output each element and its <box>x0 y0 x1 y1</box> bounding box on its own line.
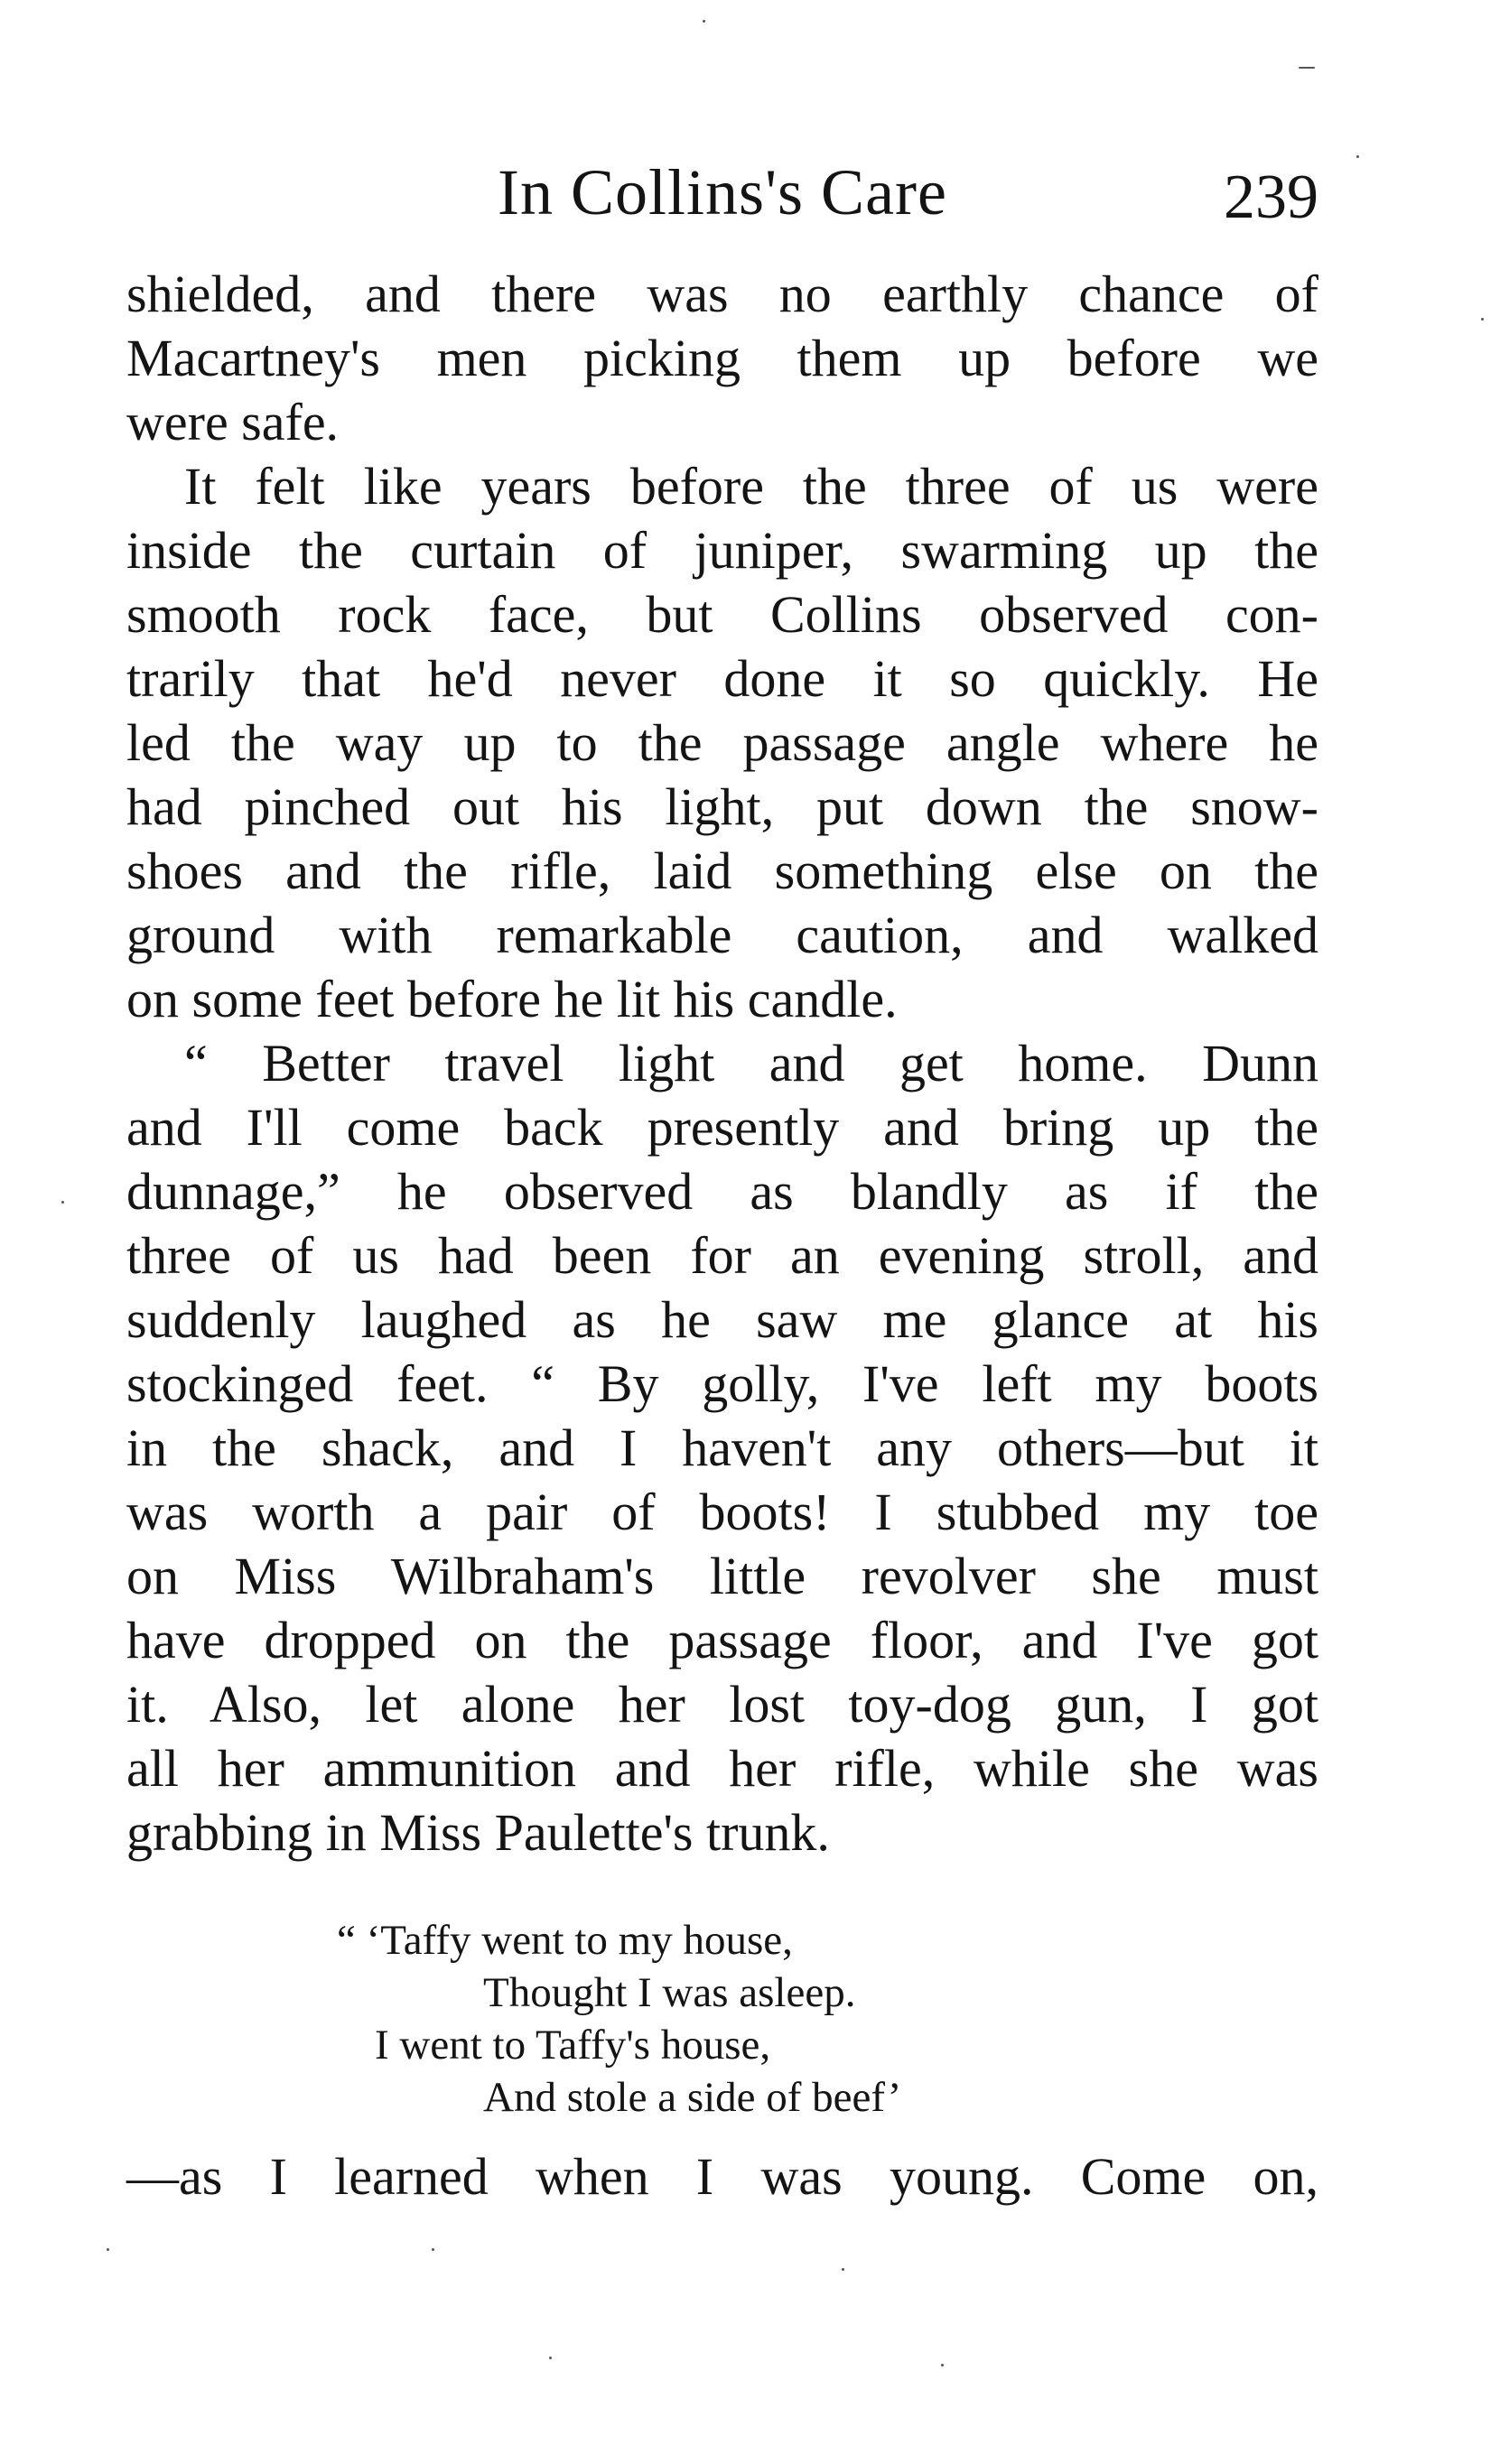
scan-speck <box>107 2248 109 2251</box>
text-line: and I'll come back presently and bring up the <box>126 1098 1318 1157</box>
text-line: “ Better travel light and get home. Dunn <box>184 1034 1318 1093</box>
verse-line: Thought I was asleep. <box>483 1969 856 2016</box>
scan-speck <box>941 2364 944 2366</box>
verse-line: I went to Taffy's house, <box>375 2022 771 2069</box>
text-line: it. Also, let alone her lost toy-dog gun, I got <box>126 1675 1318 1734</box>
scan-speck <box>432 2248 434 2251</box>
scan-speck <box>1356 155 1359 158</box>
page-number: 239 <box>1224 163 1318 232</box>
verse-line: “ ‘Taffy went to my house, <box>337 1917 793 1964</box>
verse-line: And stole a side of beef’ <box>483 2074 902 2121</box>
text-line: were safe. <box>126 393 340 451</box>
text-line: shielded, and there was no earthly chance of <box>126 265 1318 323</box>
text-line: have dropped on the passage floor, and I've got <box>126 1611 1318 1669</box>
text-line: ground with remarkable caution, and walked <box>126 906 1318 964</box>
text-line: led the way up to the passage angle where he <box>126 713 1318 772</box>
text-line: all her ammunition and her rifle, while she was <box>126 1739 1318 1798</box>
text-line: stockinged feet. “ By golly, I've left my boots <box>126 1354 1318 1413</box>
text-line: on some feet before he lit his candle. <box>126 970 898 1028</box>
scan-speck <box>1299 67 1315 69</box>
continuation-text <box>126 2144 1318 2208</box>
scan-speck <box>549 2357 552 2359</box>
verse-block <box>337 1914 1097 2124</box>
scan-speck <box>842 2268 844 2271</box>
running-head <box>126 152 1318 233</box>
scan-speck <box>61 1201 64 1204</box>
text-line: three of us had been for an evening stroll, and <box>126 1226 1318 1285</box>
scan-speck <box>1481 318 1484 321</box>
text-line: shoes and the rifle, laid something else on the <box>126 841 1318 900</box>
text-line: in the shack, and I haven't any others—but it <box>126 1418 1318 1477</box>
text-line: trarily that he'd never done it so quickly. He <box>126 649 1318 708</box>
text-line: Macartney's men picking them up before we <box>126 329 1318 387</box>
text-line: suddenly laughed as he saw me glance at his <box>126 1290 1318 1349</box>
text-line: was worth a pair of boots! I stubbed my toe <box>126 1483 1318 1541</box>
text-line: inside the curtain of juniper, swarming up the <box>126 521 1318 580</box>
text-line: It felt like years before the three of us were <box>184 457 1318 516</box>
chapter-title: In Collins's Care <box>498 156 947 228</box>
text-line: on Miss Wilbraham's little revolver she must <box>126 1547 1318 1605</box>
body-text <box>126 262 1318 1864</box>
text-line: smooth rock face, but Collins observed con- <box>126 585 1318 644</box>
text-line: dunnage,” he observed as blandly as if the <box>126 1162 1318 1221</box>
text-line: grabbing in Miss Paulette's trunk. <box>126 1803 830 1862</box>
text-line: —as I learned when I was young. Come on, <box>126 2147 1318 2206</box>
text-line: had pinched out his light, put down the snow- <box>126 777 1318 836</box>
scan-speck <box>703 20 705 23</box>
